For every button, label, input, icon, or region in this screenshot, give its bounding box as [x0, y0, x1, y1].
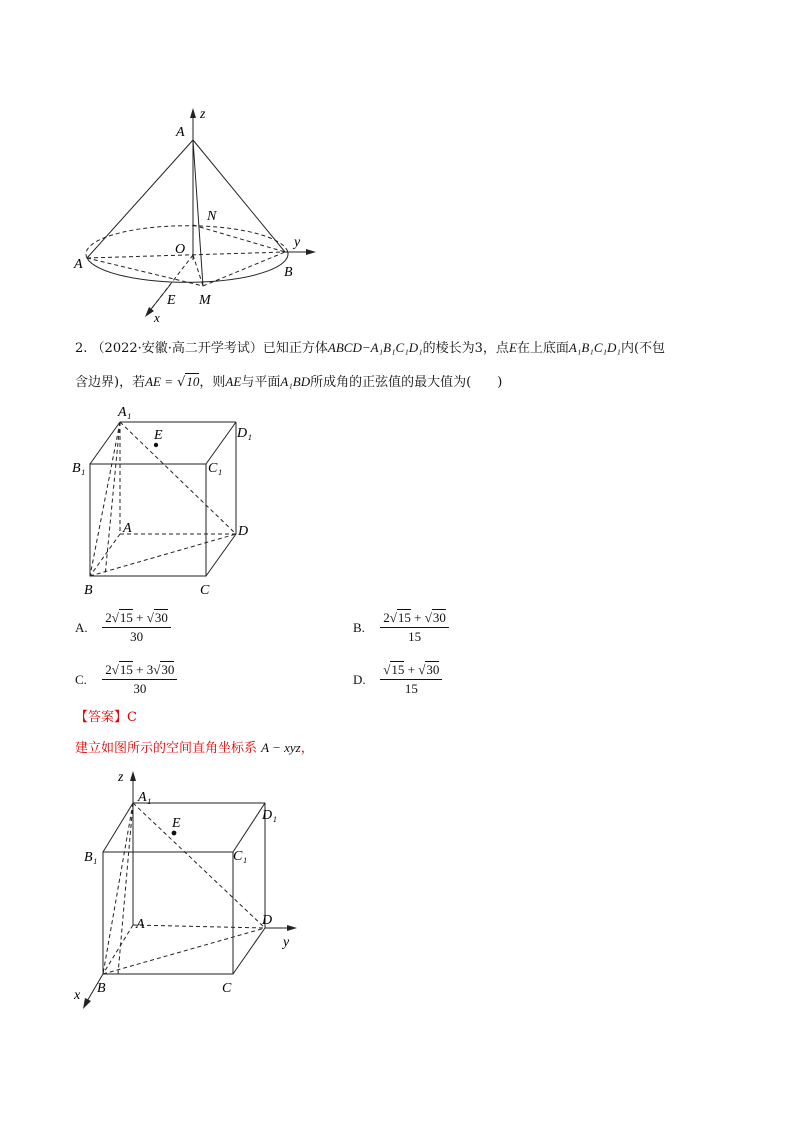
answer-line — [75, 708, 137, 728]
option-fraction: $\frac{2√15 + √30}{30}$ — [102, 610, 171, 645]
explanation-text: ， — [300, 741, 314, 756]
condition-lhs: AE = — [145, 374, 173, 389]
answer-explanation — [75, 738, 314, 759]
option-label: C. — [75, 671, 87, 687]
condition-rad: 10 — [186, 374, 200, 389]
question-text: 与平面 — [241, 375, 281, 390]
cube2-label-e: E — [172, 816, 181, 831]
plane-name: A₁BD — [280, 374, 311, 389]
cube2-label-c1: C₁ — [233, 849, 248, 864]
cube2-label-a: A — [136, 917, 145, 932]
cone-label-n: N — [207, 209, 217, 224]
cube-name: ABCD−A₁B₁C₁D₁ — [327, 340, 423, 355]
cube2-label-d1: D₁ — [262, 808, 277, 823]
cone-side-left — [87, 140, 193, 258]
option-a[interactable] — [75, 610, 171, 645]
coordinate-system: A − xyz — [261, 740, 301, 755]
option-fraction: $\frac{2√15 + 3√30}{30}$ — [102, 662, 177, 697]
question-source: （2022·安徽·高二开学考试） — [91, 341, 263, 356]
cone-label-a-left: A — [74, 257, 83, 272]
cone-label-o: O — [175, 242, 186, 257]
cube2-label-z: z — [118, 770, 124, 785]
answer-tag: 【答案】 — [75, 710, 128, 725]
cone-side-right — [193, 140, 285, 252]
cube-figure-2 — [70, 765, 310, 1020]
question-text: 的棱长为3，点 — [422, 341, 509, 356]
question-number: 2. — [75, 341, 88, 356]
generatrix-AM — [193, 140, 203, 286]
cube2-label-b: B — [97, 981, 106, 996]
option-label: A. — [75, 619, 88, 635]
segment-ae: AE — [225, 374, 242, 389]
question-line-2: 含边界)，若AE = √10，则AE与平面A₁BD所成角的正弦值的最大值为( ) — [75, 374, 503, 390]
cone-label-y: y — [294, 235, 301, 250]
question-text: 含边界)，若 — [75, 375, 146, 390]
cube1-label-a1: A₁ — [118, 405, 132, 420]
cube1-label-e: E — [154, 428, 163, 443]
cone-label-a-top: A — [176, 125, 185, 140]
question-text: 已知正方体 — [262, 341, 328, 356]
option-b[interactable] — [353, 610, 449, 645]
cube1-label-b1: B₁ — [72, 461, 86, 476]
point-e-dot — [154, 443, 158, 447]
option-label: B. — [353, 619, 365, 635]
explanation-text: 建立如图所示的空间直角坐标系 — [75, 741, 258, 756]
cone-label-z: z — [200, 107, 206, 122]
question-text: 内(不包 — [620, 341, 666, 356]
cone-figure — [70, 100, 330, 325]
cone-label-x: x — [154, 310, 160, 325]
cube-figure-1 — [70, 400, 270, 600]
face-name: A₁B₁C₁D₁ — [568, 340, 621, 355]
cube2-label-x: x — [74, 988, 81, 1003]
cube1-label-d1: D₁ — [237, 426, 252, 441]
point-e: E — [508, 340, 517, 355]
cube2-label-b1: B₁ — [84, 850, 98, 865]
option-d[interactable] — [353, 662, 442, 697]
option-c[interactable] — [75, 662, 177, 697]
question-text: ，则 — [199, 375, 226, 390]
cone-label-e: E — [167, 293, 176, 308]
question-text: 在上底面 — [516, 341, 569, 356]
cube2-label-c: C — [222, 981, 232, 996]
cube1-label-b: B — [84, 583, 93, 598]
option-fraction: $\frac{2√15 + √30}{15}$ — [380, 610, 449, 645]
cone-label-m: M — [199, 293, 211, 308]
point-e-dot — [172, 831, 177, 836]
diameter-AB — [87, 252, 285, 258]
question-line-1 — [75, 338, 665, 359]
z-arrow — [190, 108, 196, 118]
cube1-label-a: A — [123, 521, 132, 536]
answer-value: C — [127, 710, 137, 725]
cube2-label-y: y — [283, 935, 290, 950]
cube1-label-c1: C₁ — [208, 461, 223, 476]
question-text: 所成角的正弦值的最大值为( ) — [310, 375, 503, 390]
cube2-label-d: D — [262, 913, 273, 928]
option-fraction: $\frac{√15 + √30}{15}$ — [380, 662, 442, 697]
cube1-label-c: C — [200, 583, 210, 598]
option-label: D. — [353, 671, 366, 687]
cube1-label-d: D — [238, 524, 249, 539]
cone-label-b: B — [284, 265, 293, 280]
cube2-label-a1: A₁ — [138, 790, 152, 805]
